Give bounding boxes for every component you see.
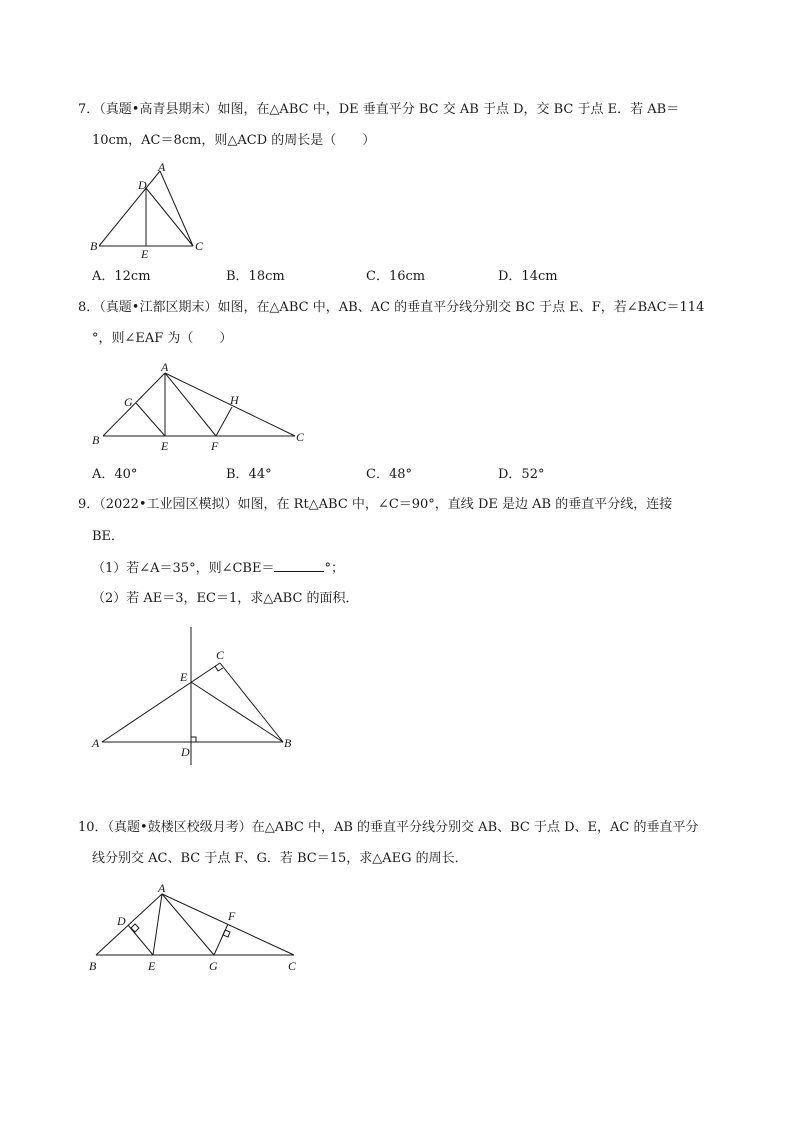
q9-answer-blank[interactable] [274,559,324,572]
q8-stem-line2: °，则∠EAF 为（ ） [92,331,233,346]
q9-sub1-suffix: °； [324,561,344,576]
q8-option-c[interactable]: C．48° [366,467,412,482]
q9-right-triangle-figure [90,625,310,770]
q7-option-d[interactable]: D．14cm [498,269,558,284]
q10-label-g: G [209,959,218,973]
q10-label-a: A [158,881,166,895]
q9-label-d: D [181,745,190,759]
q10-label-d: D [117,914,126,928]
q8-label-h: H [230,393,239,407]
q8-label-f: F [211,439,219,453]
q8-label-c: C [296,430,305,444]
q8-option-d[interactable]: D．52° [498,467,545,482]
q10-stem-line1: 10．（真题•鼓楼区校级月考）在△ABC 中，AB 的垂直平分线分别交 AB、BC 于点 D、E，AC 的垂直平分 [78,820,699,835]
q7-option-b[interactable]: B．18cm [226,269,285,284]
q8-option-b[interactable]: B．44° [226,467,272,482]
q7-label-c: C [195,239,204,253]
q10-label-e: E [148,959,156,973]
q7-triangle-figure [88,160,208,260]
q8-label-e: E [161,439,169,453]
q7-label-d: D [138,178,147,192]
q10-label-f: F [228,909,236,923]
q9-label-c: C [216,648,225,662]
q9-label-e: E [180,670,188,684]
q7-stem-line1: 7．（真题•高青县期末）如图，在△ABC 中，DE 垂直平分 BC 交 AB 于点 D，交 BC 于点 E．若 AB＝ [78,102,680,117]
q7-option-a[interactable]: A．12cm [92,269,151,284]
q10-stem-line2: 线分别交 AC、BC 于点 F、G．若 BC＝15，求△AEG 的周长． [92,851,468,866]
q9-label-b: B [284,736,292,750]
q8-label-b: B [92,433,100,447]
q9-subquestion-2: （2）若 AE＝3，EC＝1，求△ABC 的面积． [92,591,359,606]
q7-stem-line2: 10cm，AC＝8cm，则△ACD 的周长是（ ） [92,133,376,148]
q9-stem-line1: 9．（2022•工业园区模拟）如图，在 Rt△ABC 中，∠C＝90°，直线 DE 是边 AB 的垂直平分线，连接 [78,497,673,512]
q9-label-a: A [92,736,100,750]
q7-label-e: E [141,247,149,261]
q10-triangle-figure [86,880,316,975]
q8-label-a: A [161,360,169,374]
q7-label-a: A [158,160,166,174]
q7-label-b: B [90,239,98,253]
q9-sub1-prefix: （1）若∠A＝35°，则∠CBE＝ [92,561,275,576]
q8-option-a[interactable]: A．40° [92,467,138,482]
q10-label-c: C [288,959,297,973]
q7-option-c[interactable]: C．16cm [366,269,426,284]
q10-label-b: B [89,959,97,973]
q8-label-g: G [124,395,133,409]
q8-stem-line1: 8．（真题•江都区期末）如图，在△ABC 中，AB、AC 的垂直平分线分别交 BC 于点 E、F，若∠BAC＝114 [78,300,705,315]
q9-stem-line2: BE． [92,529,125,544]
q9-subquestion-1 [92,559,344,578]
q8-triangle-figure [88,360,318,455]
